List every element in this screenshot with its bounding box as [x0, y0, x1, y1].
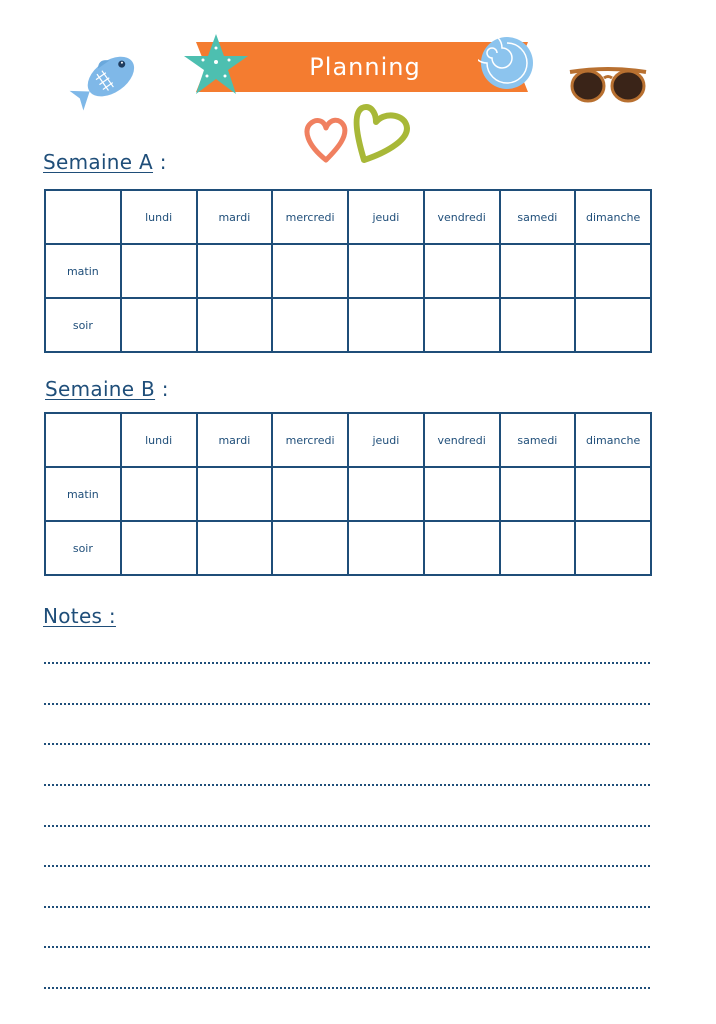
schedule-cell[interactable] — [197, 244, 273, 298]
table-header-row — [45, 190, 651, 244]
day-header: samedi — [500, 190, 576, 244]
table-row — [45, 298, 651, 352]
schedule-cell[interactable] — [424, 521, 500, 575]
semaine-a-colon: : — [159, 150, 167, 174]
section-title-notes — [43, 604, 116, 628]
schedule-cell[interactable] — [500, 467, 576, 521]
day-header: lundi — [121, 413, 197, 467]
row-header: soir — [45, 298, 121, 352]
schedule-cell[interactable] — [500, 521, 576, 575]
schedule-cell[interactable] — [348, 244, 424, 298]
schedule-cell[interactable] — [575, 244, 651, 298]
schedule-cell[interactable] — [272, 244, 348, 298]
table-row — [45, 521, 651, 575]
page-title: Planning — [309, 53, 421, 81]
schedule-cell[interactable] — [272, 521, 348, 575]
day-header: mardi — [197, 190, 273, 244]
schedule-cell[interactable] — [121, 244, 197, 298]
day-header: mercredi — [272, 413, 348, 467]
table-row — [45, 244, 651, 298]
schedule-cell[interactable] — [197, 467, 273, 521]
day-header: samedi — [500, 413, 576, 467]
day-header: vendredi — [424, 413, 500, 467]
note-line[interactable] — [44, 662, 650, 664]
corner-cell — [45, 413, 121, 467]
sunglasses-icon — [568, 62, 648, 106]
section-title-semaine-a — [43, 150, 167, 174]
notes-label: Notes : — [43, 604, 116, 628]
schedule-cell[interactable] — [348, 298, 424, 352]
day-header: dimanche — [575, 190, 651, 244]
day-header: vendredi — [424, 190, 500, 244]
schedule-cell[interactable] — [121, 521, 197, 575]
day-header: jeudi — [348, 190, 424, 244]
corner-cell — [45, 190, 121, 244]
schedule-cell[interactable] — [121, 298, 197, 352]
schedule-cell[interactable] — [575, 298, 651, 352]
day-header: dimanche — [575, 413, 651, 467]
table-header-row — [45, 413, 651, 467]
hearts-icon — [302, 100, 420, 166]
schedule-cell[interactable] — [575, 467, 651, 521]
row-header: matin — [45, 244, 121, 298]
note-line[interactable] — [44, 987, 650, 989]
schedule-cell[interactable] — [272, 467, 348, 521]
section-title-semaine-b — [45, 377, 169, 401]
table-row — [45, 467, 651, 521]
note-line[interactable] — [44, 784, 650, 786]
schedule-cell[interactable] — [424, 244, 500, 298]
day-header: mardi — [197, 413, 273, 467]
schedule-cell[interactable] — [500, 298, 576, 352]
row-header: matin — [45, 467, 121, 521]
note-line[interactable] — [44, 743, 650, 745]
schedule-cell[interactable] — [121, 467, 197, 521]
schedule-table-semaine-b — [44, 412, 652, 576]
schedule-cell[interactable] — [348, 521, 424, 575]
schedule-cell[interactable] — [272, 298, 348, 352]
day-header: lundi — [121, 190, 197, 244]
note-line[interactable] — [44, 825, 650, 827]
starfish-icon — [181, 32, 251, 98]
schedule-cell[interactable] — [575, 521, 651, 575]
schedule-cell[interactable] — [424, 467, 500, 521]
seashell-icon — [478, 34, 536, 92]
fish-icon — [66, 44, 146, 116]
schedule-cell[interactable] — [500, 244, 576, 298]
schedule-cell[interactable] — [348, 467, 424, 521]
semaine-b-colon: : — [161, 377, 169, 401]
note-line[interactable] — [44, 946, 650, 948]
note-line[interactable] — [44, 906, 650, 908]
semaine-a-label: Semaine A — [43, 150, 154, 174]
schedule-table-semaine-a — [44, 189, 652, 353]
schedule-cell[interactable] — [197, 521, 273, 575]
note-line[interactable] — [44, 865, 650, 867]
day-header: mercredi — [272, 190, 348, 244]
semaine-b-label: Semaine B — [45, 377, 156, 401]
day-header: jeudi — [348, 413, 424, 467]
row-header: soir — [45, 521, 121, 575]
schedule-cell[interactable] — [197, 298, 273, 352]
note-line[interactable] — [44, 703, 650, 705]
schedule-cell[interactable] — [424, 298, 500, 352]
